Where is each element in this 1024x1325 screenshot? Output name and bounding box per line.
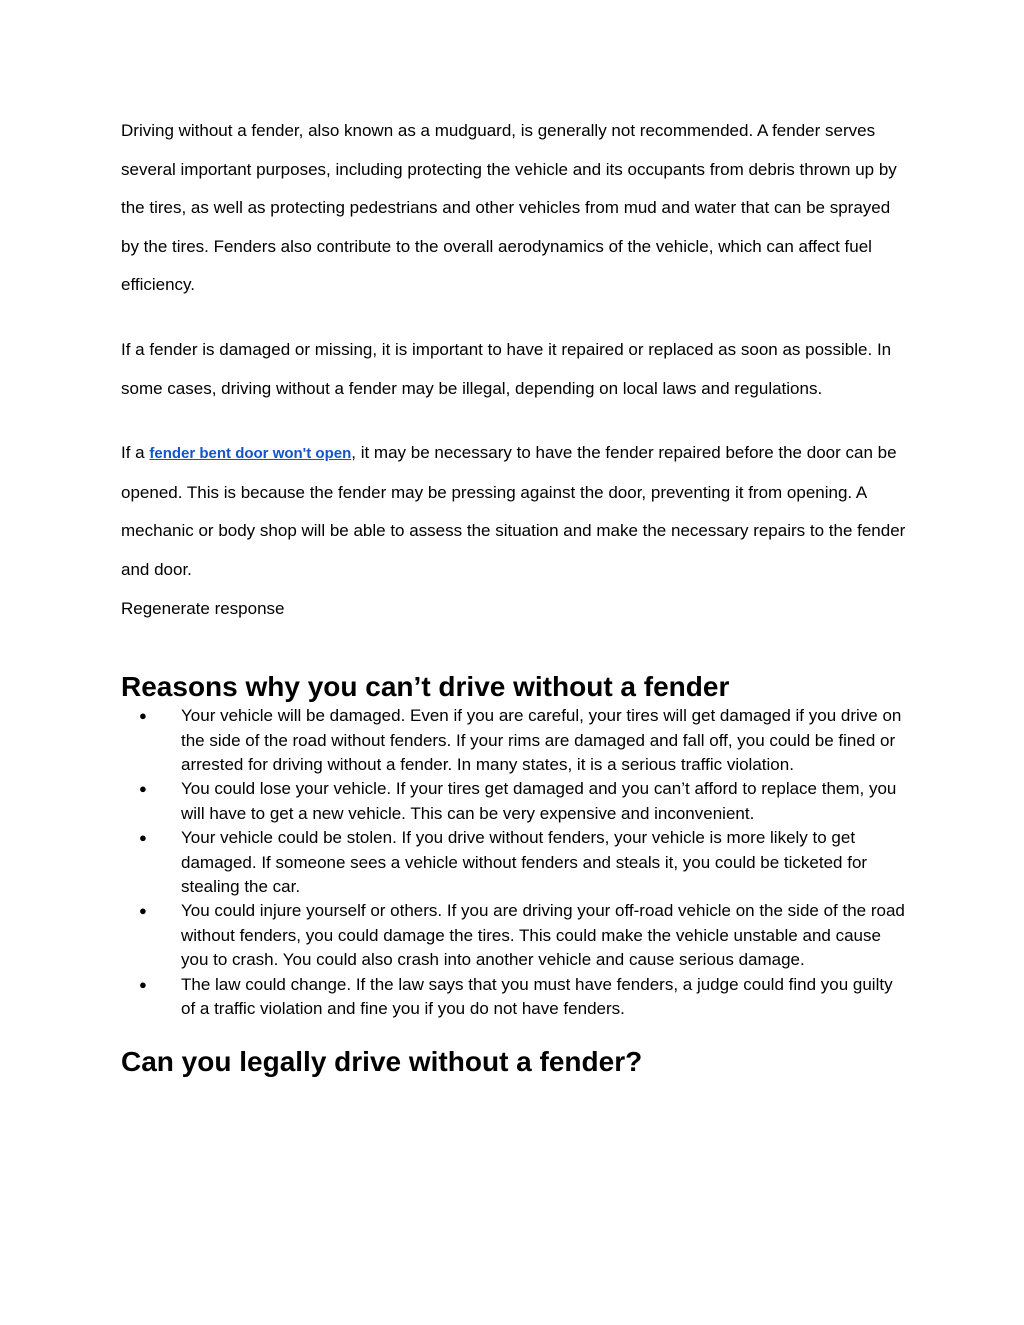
- list-item-text: You could lose your vehicle. If your tires get damaged and you can’t afford to replace them, you will have to get a new vehicle. This can be very expensive and inconvenient.: [181, 779, 897, 823]
- regenerate-response-text: Regenerate response: [121, 598, 285, 618]
- list-item: [121, 899, 911, 972]
- bullet-icon: ●: [139, 976, 147, 992]
- legal-heading: Can you legally drive without a fender?: [121, 1046, 643, 1078]
- list-item-text: You could injure yourself or others. If you are driving your off-road vehicle on the side of the road without fenders, you could damage the tires. This could make the vehicle unstable and cause you to crash. You could also crash into another vehicle and cause serious damage.: [181, 901, 905, 970]
- fender-bent-door-link[interactable]: fender bent door won't open: [149, 445, 352, 463]
- reasons-list: [121, 704, 911, 1021]
- paragraph-3-rest: , it may be necessary to have the fender repaired before the door can be opened. This is because the fender may be pressing against the door, preventing it from opening. A mechanic or body shop will be able to assess the situation and make the necessary repairs to the fender and door.: [121, 443, 906, 579]
- list-item: [121, 777, 911, 826]
- bullet-icon: ●: [139, 830, 147, 846]
- bullet-icon: ●: [139, 903, 147, 919]
- list-item-text: Your vehicle will be damaged. Even if you are careful, your tires will get damaged if you drive on the side of the road without fenders. If your rims are damaged and fall off, you could be fined or arrested for driving without a fender. In many states, it is a serious traffic violation.: [181, 706, 902, 774]
- intro-paragraph-2: If a fender is damaged or missing, it is important to have it repaired or replaced as soon as possible. In some cases, driving without a fender may be illegal, depending on local laws and regulations.: [121, 339, 892, 398]
- intro-paragraph-1: Driving without a fender, also known as a mudguard, is generally not recommended. A fender serves several important purposes, including protecting the vehicle and its occupants from debris thrown up by the tires, as well as protecting pedestrians and other vehicles from mud and water that can be sprayed by the tires. Fenders also contribute to the overall aerodynamics of the vehicle, which can affect fuel efficiency.: [121, 121, 897, 295]
- list-item: [121, 973, 911, 1022]
- intro-paragraph-3: [121, 434, 911, 589]
- list-item-text: Your vehicle could be stolen. If you drive without fenders, your vehicle is more likely to get damaged. If someone sees a vehicle without fenders and steals it, you could be ticketed for stealing the car.: [181, 828, 868, 896]
- list-item: [121, 704, 911, 777]
- reasons-heading: Reasons why you can’t drive without a fender: [121, 671, 730, 703]
- bullet-icon: ●: [139, 781, 147, 797]
- list-item: [121, 826, 911, 899]
- list-item-text: The law could change. If the law says that you must have fenders, a judge could find you guilty of a traffic violation and fine you if you do not have fenders.: [181, 974, 893, 1018]
- document-page: [121, 112, 911, 1079]
- paragraph-3-lead: If a: [121, 443, 150, 463]
- bullet-icon: ●: [139, 708, 147, 724]
